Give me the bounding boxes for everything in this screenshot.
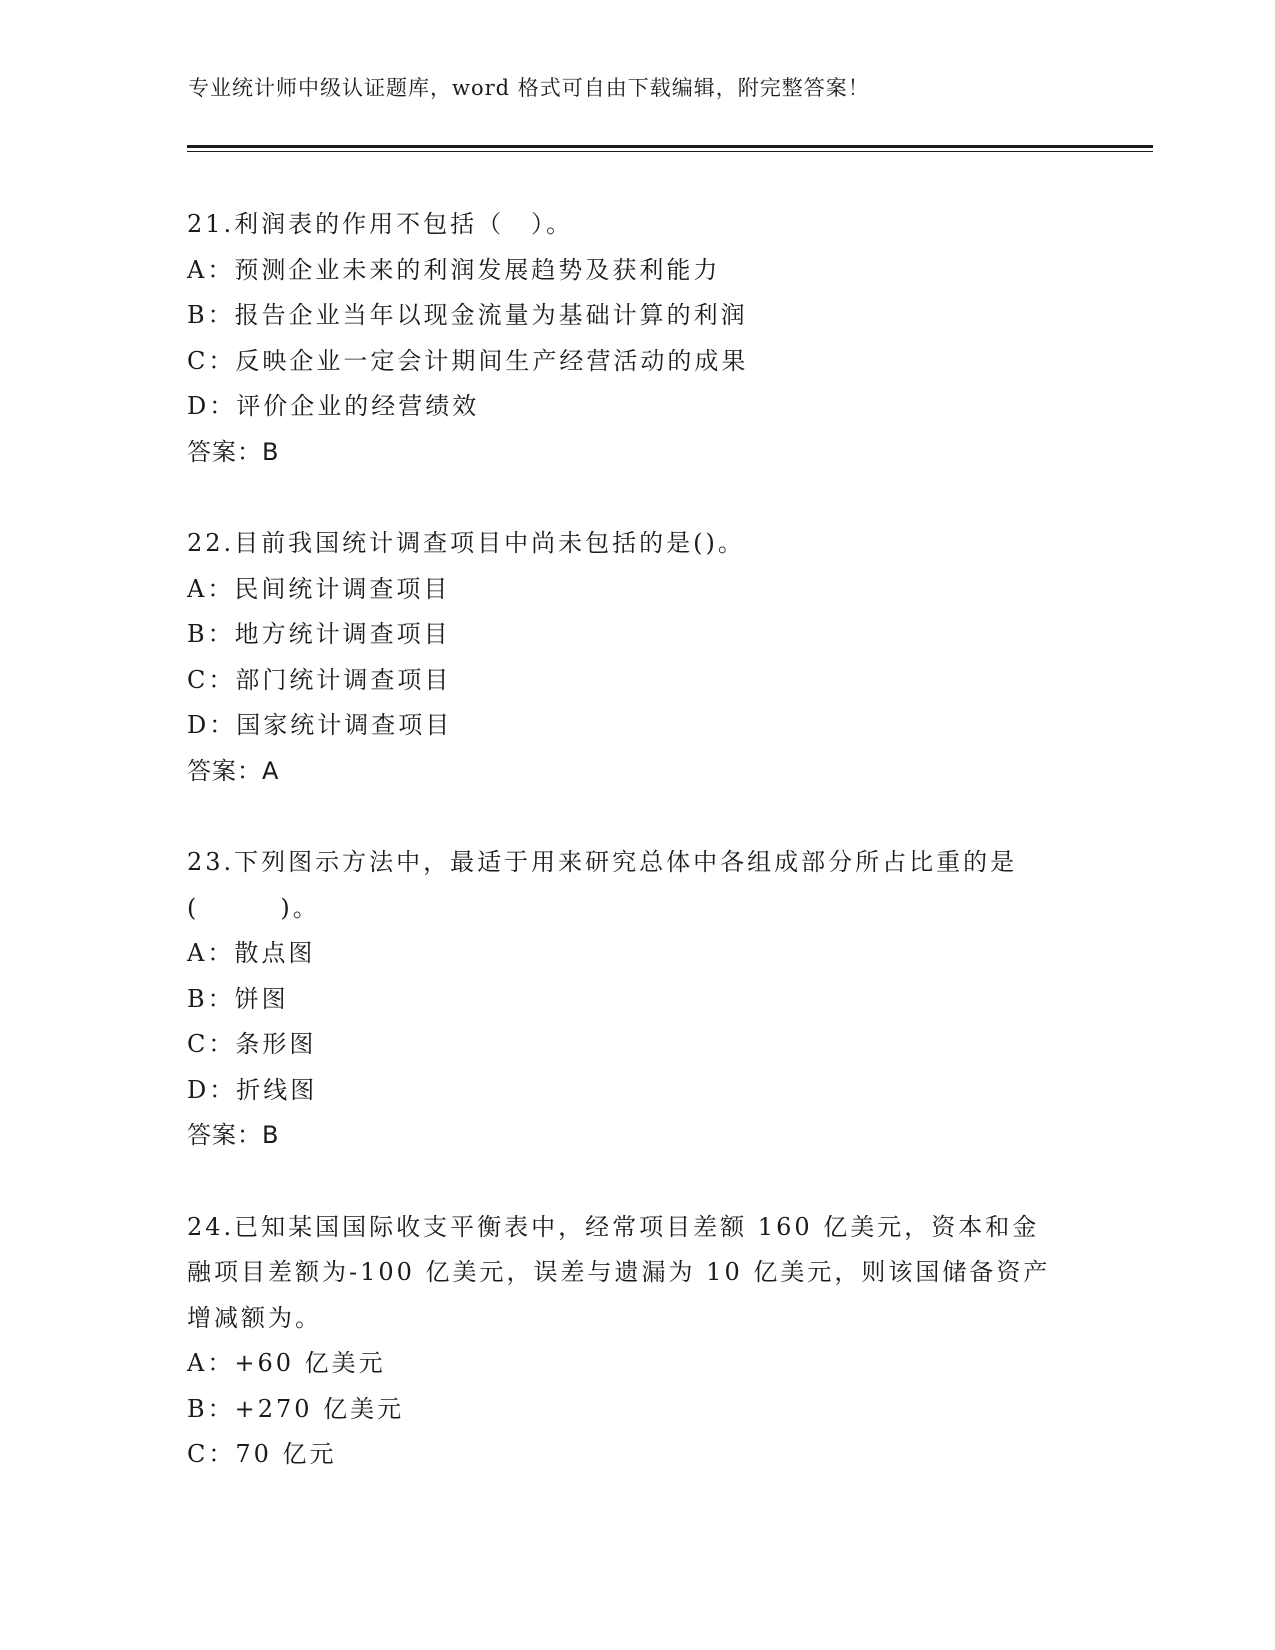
option-d: D：国家统计调查项目 <box>187 711 453 739</box>
header-divider-thick <box>187 145 1153 148</box>
option-a: A：散点图 <box>187 939 316 967</box>
question-22 <box>187 521 1087 794</box>
option-c: C：反映企业一定会计期间生产经营活动的成果 <box>187 346 749 375</box>
question-stem-line: 21.利润表的作用不包括（ ）。 <box>187 210 574 238</box>
question-21 <box>187 202 1087 475</box>
question-stem <box>187 202 1087 248</box>
option-a: A：预测企业未来的利润发展趋势及获利能力 <box>187 255 721 284</box>
option-c: C：70 亿元 <box>187 1440 337 1468</box>
option-b: B：报告企业当年以现金流量为基础计算的利润 <box>187 301 748 329</box>
option-c: C：条形图 <box>187 1030 317 1058</box>
question-24 <box>187 1205 1087 1478</box>
question-23 <box>187 840 1087 1159</box>
question-stem-line: 融项目差额为-100 亿美元，误差与遗漏为 10 亿美元，则该国储备资产 <box>187 1258 1051 1286</box>
option-d: D：折线图 <box>187 1075 318 1104</box>
question-stem-line: ( )。 <box>187 893 320 922</box>
question-stem <box>187 840 1087 931</box>
header-divider-thin <box>187 151 1153 152</box>
question-stem-line: 24.已知某国国际收支平衡表中，经常项目差额 160 亿美元，资本和金 <box>187 1212 1040 1241</box>
question-list <box>187 202 1087 1524</box>
question-stem <box>187 521 1087 567</box>
answer-line: 答案：A <box>187 756 280 785</box>
option-b: B：地方统计调查项目 <box>187 620 451 648</box>
answer-line: 答案：B <box>187 437 280 466</box>
question-stem-line: 增减额为。 <box>187 1303 322 1332</box>
option-c: C：部门统计调查项目 <box>187 665 452 694</box>
option-b: B：+270 亿美元 <box>187 1394 405 1423</box>
option-a: A：民间统计调查项目 <box>187 574 451 603</box>
question-stem-line: 22.目前我国统计调查项目中尚未包括的是()。 <box>187 529 745 557</box>
question-stem-line: 23.下列图示方法中，最适于用来研究总体中各组成部分所占比重的是 <box>187 848 1018 876</box>
option-b: B：饼图 <box>187 984 289 1013</box>
question-stem <box>187 1205 1087 1342</box>
answer-line: 答案：B <box>187 1121 280 1149</box>
option-d: D：评价企业的经营绩效 <box>187 392 480 420</box>
option-a: A：+60 亿美元 <box>187 1349 386 1377</box>
page-header-text: 专业统计师中级认证题库，word 格式可自由下载编辑，附完整答案！ <box>188 76 870 100</box>
